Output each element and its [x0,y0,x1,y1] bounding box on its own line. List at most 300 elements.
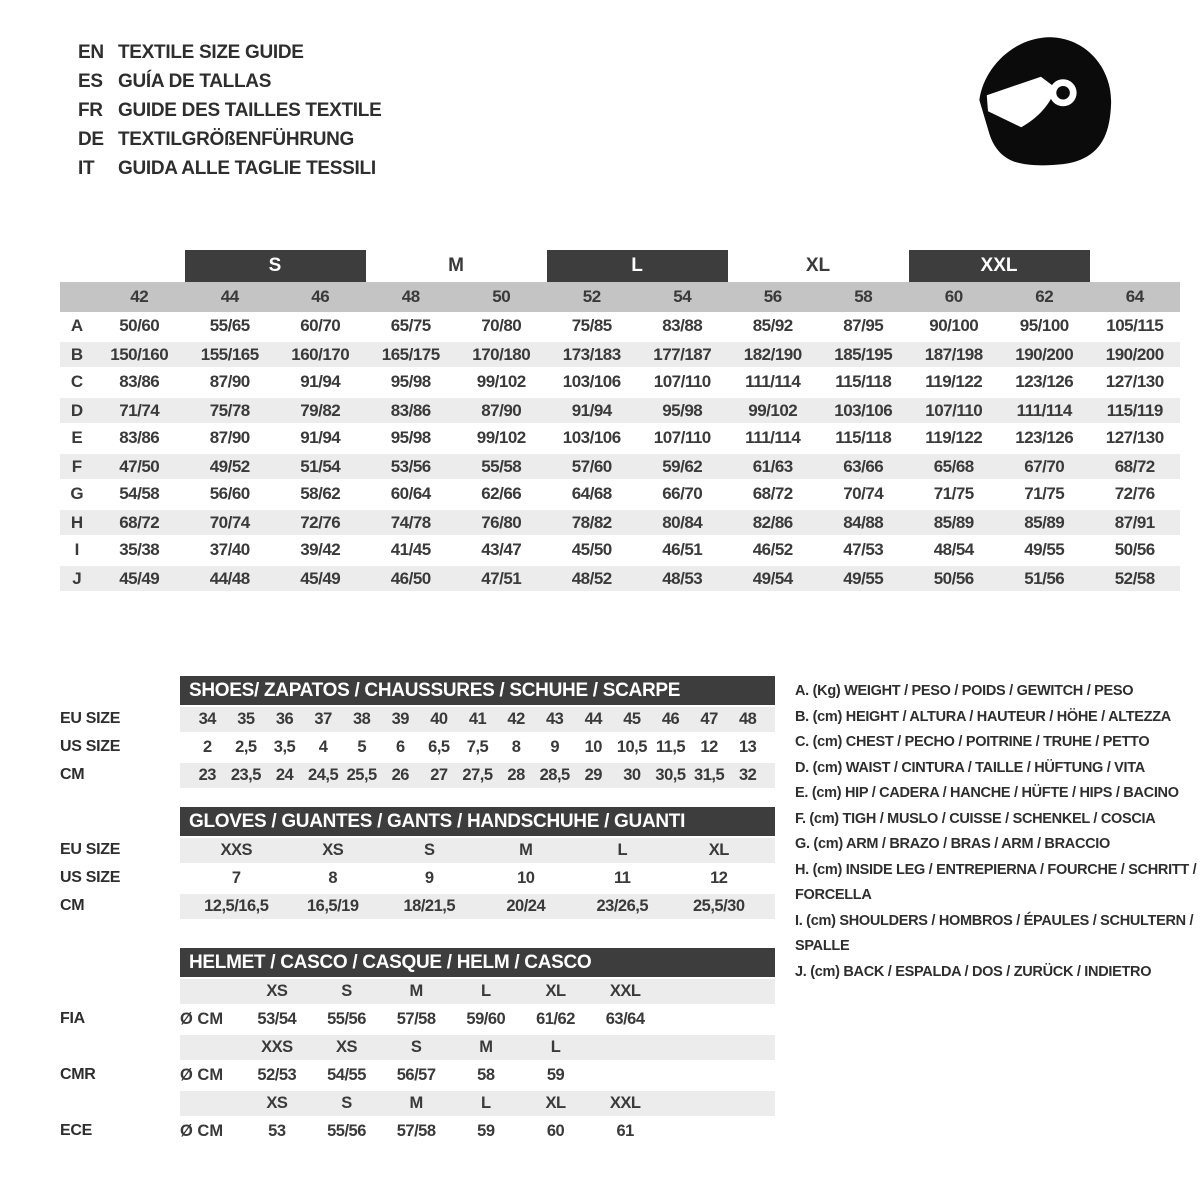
measurement-value: 119/122 [925,428,983,447]
measurement-value: 111/114 [745,372,801,391]
measurement-value: 53/56 [390,456,431,476]
language-code: IT [78,157,95,179]
textile-size-table [60,250,1180,592]
measurement-value: 47/53 [843,540,884,559]
table-row [60,424,1180,452]
helmet-size-label: XS [266,982,288,1000]
measurement-value: 70/74 [209,512,250,532]
shoes-value: 28 [507,766,525,784]
helmet-value: 54/55 [327,1065,366,1084]
numeric-size: 44 [220,287,239,306]
measurement-value: 37/40 [209,540,250,559]
helmet-size-label: M [479,1038,493,1056]
letter-column-spacer [60,282,94,312]
shoes-value: 32 [739,766,757,784]
shoes-value: 25,5 [346,766,377,784]
helmet-size-label: XXL [609,982,641,1000]
measurement-value: 44/48 [209,568,250,588]
helmet-size-label: S [341,1094,352,1112]
helmet-value: 61/62 [536,1009,575,1028]
measurement-value: 78/82 [571,512,612,532]
helmet-value: 59 [477,1121,495,1140]
table-row [60,536,1180,564]
gloves-value: 18/21,5 [403,897,456,915]
shoes-value: 37 [314,710,332,728]
measurement-value: 64/68 [571,484,612,503]
measurement-value: 71/75 [1024,484,1065,503]
row-letter: I [74,540,80,559]
language-row [78,154,381,183]
measurement-value: 56/60 [209,484,250,503]
helmet-row-label [60,1033,180,1061]
guide-title: GUIDE DES TAILLES TEXTILE [118,99,382,121]
shoes-value: 45 [623,710,641,728]
helmet-sizes [180,1089,775,1117]
measurement-value: 103/106 [834,400,893,420]
footwear-accessory-tables [60,676,775,1145]
gloves-value: 25,5/30 [692,897,745,915]
measurement-value: 67/70 [1024,456,1065,476]
numeric-size-band [60,282,1180,312]
size-group-xxl: XXL [909,250,1090,282]
measurement-value: 80/84 [662,512,703,532]
helmet-size-label: L [481,982,491,1000]
measurement-value: 87/90 [481,400,522,420]
shoes-value: 6,5 [428,737,450,756]
measurement-value: 84/88 [843,512,884,532]
measurement-value: 182/190 [743,344,802,364]
helmet-size-label: XS [335,1038,357,1056]
row-letter: G [70,484,84,503]
racing-helmet-icon [972,26,1132,194]
measurement-value: 76/80 [481,512,522,532]
helmet-value: 56/57 [396,1065,436,1084]
measurement-value: 170/180 [472,344,531,364]
gloves-value: 11 [614,868,631,887]
language-code: EN [78,41,104,63]
table-row [60,368,1180,396]
measurement-value: 75/85 [571,316,612,335]
size-group-l: L [547,250,728,282]
numeric-size: 60 [944,287,963,306]
shoes-value: 42 [507,710,525,728]
measurement-value: 123/126 [1015,372,1074,391]
measurement-value: 51/56 [1024,568,1065,588]
diameter-unit: Ø CM [180,1065,224,1084]
measurement-value: 60/70 [300,316,341,335]
measurement-value: 59/62 [662,456,703,476]
gloves-table [60,836,775,920]
helmet-size-label: XS [266,1094,288,1112]
helmet-value: 53/54 [257,1009,297,1028]
helmet-standard-name: CMR [60,1066,96,1083]
helmet-value: 52/53 [257,1065,297,1084]
shoes-value: 9 [550,737,560,756]
gloves-value: XS [322,841,344,859]
measurement-value: 99/102 [476,428,526,447]
shoes-value: 36 [275,710,294,728]
guide-title: GUIDA ALLE TAGLIE TESSILI [118,157,376,179]
measurement-value: 190/200 [1015,344,1074,364]
shoes-value: 10,5 [616,737,647,756]
measurement-value: 35/38 [119,540,160,559]
measurement-value: 95/100 [1019,316,1069,335]
helmet-values-row [60,1061,775,1089]
helmet-sizes [180,977,775,1005]
measurement-value: 39/42 [300,540,341,559]
shoes-value: 23,5 [230,766,261,784]
measurement-value: 54/58 [119,484,160,503]
gloves-values [180,892,775,920]
helmet-value: 59/60 [466,1009,506,1028]
helmet-section-header: HELMET / CASCO / CASQUE / HELM / CASCO [180,948,775,977]
shoes-value: 28,5 [539,766,570,784]
helmet-values [180,1005,775,1033]
row-letter: H [70,512,84,532]
measurement-value: 47/50 [119,456,160,476]
measurement-value: 185/195 [834,344,893,364]
measurement-value: 107/110 [653,428,711,447]
legend-item: F. (cm) TIGH / MUSLO / CUISSE / SCHENKEL / COSCIA [795,810,1156,827]
measurement-value: 45/50 [571,540,612,559]
shoes-value: 2,5 [235,737,257,756]
measurement-value: 74/78 [390,512,431,532]
measurement-value: 48/53 [662,568,703,588]
helmet-values-row [60,1117,775,1145]
measurement-value: 52/58 [1114,568,1155,588]
helmet-values-row [60,1005,775,1033]
helmet-table [60,977,775,1145]
measurement-value: 111/114 [745,428,801,447]
size-group-s: S [185,250,366,282]
helmet-size-label: XL [545,1094,566,1112]
gloves-value: XXS [220,841,253,859]
shoes-value: 46 [661,710,680,728]
shoes-value: 43 [546,710,564,728]
language-row [78,125,381,154]
helmet-value: 63/64 [605,1009,645,1028]
shoes-row-label: CM [60,766,85,783]
measurement-value: 83/88 [662,316,703,335]
legend-item: D. (cm) WAIST / CINTURA / TAILLE / HÜFTUNG / VITA [795,759,1145,776]
measurement-value: 82/86 [752,512,793,532]
gloves-value: XL [708,841,729,859]
measurement-value: 103/106 [562,372,621,391]
measurement-value: 41/45 [390,540,431,559]
measurement-value: 83/86 [119,428,160,447]
measurement-value: 87/91 [1114,512,1155,532]
gloves-value: M [519,841,533,859]
measurement-value: 127/130 [1105,372,1164,391]
measurement-value: 49/55 [1024,540,1065,559]
table-row [60,564,1180,592]
language-code: ES [78,70,103,92]
legend-item: H. (cm) INSIDE LEG / ENTREPIERNA / FOURCHE / SCHRITT / FORCELLA [795,861,1197,903]
shoes-value: 30,5 [655,766,686,784]
shoes-row [60,733,775,761]
gloves-row [60,836,775,864]
gloves-value: 20/24 [506,897,546,915]
gloves-row [60,864,775,892]
measurement-value: 83/86 [119,372,160,391]
measurement-value: 107/110 [925,400,983,420]
measurement-value: 95/98 [390,372,431,391]
size-group-header-row [60,250,1180,282]
shoes-value: 38 [353,710,371,728]
shoes-table [60,705,775,789]
helmet-standard-name: ECE [60,1122,92,1139]
measurement-value: 50/56 [1114,540,1155,559]
measurement-value: 190/200 [1105,344,1164,364]
helmet-values [180,1061,775,1089]
legend-item: I. (cm) SHOULDERS / HOMBROS / ÉPAULES / SCHULTERN / SPALLE [795,912,1194,954]
measurement-value: 48/52 [571,568,612,588]
shoes-row [60,761,775,789]
numeric-size: 58 [854,287,873,306]
language-row [78,38,381,67]
helmet-row-label [60,1089,180,1117]
measurement-value: 45/49 [119,568,160,588]
gloves-value: 8 [328,868,338,887]
row-letter: C [70,372,84,391]
measurement-value: 103/106 [562,428,621,447]
measurement-value: 91/94 [571,400,612,420]
helmet-row-label [60,977,180,1005]
size-group-m: M [448,255,464,276]
measurement-value: 71/75 [933,484,974,503]
legend-item: E. (cm) HIP / CADERA / HANCHE / HÜFTE / HIPS / BACINO [795,785,1179,801]
helmet-value: 57/58 [396,1009,436,1028]
helmet-size-label: M [409,982,423,1000]
measurement-value: 87/90 [209,428,250,447]
helmet-value: 55/56 [327,1121,366,1140]
measurement-value: 45/49 [300,568,341,588]
shoes-section-header: SHOES/ ZAPATOS / CHAUSSURES / SCHUHE / SCARPE [180,676,775,705]
gloves-value: 7 [231,868,241,887]
measurement-value: 70/74 [843,484,884,503]
gloves-value: 23/26,5 [596,897,649,915]
helmet-size-label: S [410,1038,422,1056]
measurement-legend [795,679,1200,985]
gloves-value: 9 [424,868,434,887]
gloves-values [180,836,775,864]
shoes-values [180,733,775,761]
numeric-size: 50 [492,287,511,306]
shoes-value: 24,5 [308,766,339,784]
numeric-size: 56 [763,287,782,306]
shoes-value: 39 [391,710,409,728]
shoes-value: 5 [357,737,367,756]
measurement-value: 50/56 [933,568,974,588]
numeric-size: 62 [1035,287,1054,306]
measurement-value: 58/62 [300,484,341,503]
measurement-value: 95/98 [662,400,703,420]
legend-item: B. (cm) HEIGHT / ALTURA / HAUTEUR / HÖHE / ALTEZZA [795,708,1171,725]
gloves-values [180,864,775,892]
row-letter: E [71,428,83,447]
measurement-value: 55/65 [209,316,250,335]
helmet-size-label: XXL [609,1094,641,1112]
measurement-value: 50/60 [119,316,160,335]
helmet-value: 60 [546,1121,565,1140]
helmet-value: 53 [268,1121,286,1140]
measurement-value: 107/110 [653,372,711,391]
measurement-value: 115/118 [835,372,892,391]
numeric-size: 54 [673,287,692,306]
measurement-value: 127/130 [1105,428,1164,447]
shoes-value: 7,5 [466,737,489,756]
measurement-value: 99/102 [748,400,798,420]
shoes-value: 27,5 [462,766,493,784]
measurement-value: 85/92 [752,316,793,335]
measurement-value: 60/64 [390,484,431,503]
shoes-value: 10 [584,737,602,756]
measurement-value: 72/76 [1114,484,1155,503]
numeric-size: 52 [582,287,601,306]
measurement-value: 115/119 [1106,400,1163,420]
helmet-sizes-row [60,1089,775,1117]
numeric-size: 46 [311,287,330,306]
measurement-value: 63/66 [843,456,884,476]
spacer [60,789,775,807]
measurement-value: 173/183 [562,344,621,364]
helmet-value: 61 [616,1121,634,1140]
measurement-value: 123/126 [1015,428,1074,447]
measurement-value: 68/72 [1114,456,1155,476]
shoes-row-label: US SIZE [60,738,121,755]
measurement-value: 71/74 [119,400,160,420]
measurement-value: 79/82 [300,400,341,420]
measurement-value: 48/54 [933,540,974,559]
language-code: FR [78,99,103,121]
measurement-value: 87/90 [209,372,250,391]
measurement-value: 46/51 [662,540,703,559]
shoes-value: 47 [700,710,718,728]
helmet-value: 55/56 [327,1009,366,1028]
unit-spacer [180,1035,242,1060]
measurement-value: 85/89 [1024,512,1065,532]
shoes-row-label: EU SIZE [60,710,121,727]
row-letter: D [70,400,84,420]
shoes-value: 44 [584,710,602,728]
shoes-value: 23 [198,766,216,784]
diameter-unit: Ø CM [180,1009,224,1028]
language-code: DE [78,128,104,150]
shoes-values [180,761,775,789]
measurement-value: 90/100 [929,316,979,335]
measurement-value: 105/115 [1106,316,1164,335]
measurement-value: 91/94 [300,428,341,447]
shoes-value: 41 [468,710,487,728]
measurement-value: 61/63 [752,456,793,476]
row-letter: A [70,316,84,335]
helmet-size-label: S [341,982,352,1000]
measurement-value: 66/70 [662,484,703,503]
measurement-value: 55/58 [481,456,522,476]
helmet-value: 57/58 [396,1121,436,1140]
measurement-value: 187/198 [924,344,983,364]
helmet-size-label: L [481,1094,491,1112]
helmet-value: 59 [546,1065,565,1084]
measurement-value: 51/54 [300,456,341,476]
measurement-value: 46/52 [752,540,793,559]
legend-item: C. (cm) CHEST / PECHO / POITRINE / TRUHE / PETTO [795,734,1150,750]
measurement-value: 155/165 [200,344,259,364]
gloves-value: S [423,841,435,859]
gloves-value: 12 [710,868,728,887]
shoes-value: 3,5 [273,737,296,756]
helmet-sizes [180,1033,775,1061]
shoes-value: 29 [584,766,602,784]
measurement-value: 150/160 [110,344,169,364]
gloves-row-label: US SIZE [60,869,121,886]
gloves-value: 16,5/19 [306,897,359,915]
row-letter: F [71,456,83,476]
measurement-value: 119/122 [925,372,983,391]
shoes-value: 6 [395,737,405,756]
table-row [60,508,1180,536]
gloves-row-label: CM [60,897,85,914]
measurement-value: 68/72 [119,512,160,532]
measurement-value: 87/95 [843,316,884,335]
gloves-row [60,892,775,920]
guide-title: TEXTILGRÖßENFÜHRUNG [118,128,355,150]
measurement-value: 165/175 [381,344,440,364]
helmet-standard-name: FIA [60,1010,85,1027]
legend-item: J. (cm) BACK / ESPALDA / DOS / ZURÜCK / INDIETRO [795,963,1152,980]
helmet-sizes-row [60,1033,775,1061]
row-letter: B [70,344,84,364]
shoes-value: 27 [430,766,448,784]
row-letter: J [72,568,82,588]
shoes-value: 2 [202,737,212,756]
language-row [78,96,381,125]
table-row [60,312,1180,340]
shoes-value: 26 [391,766,409,784]
shoes-value: 40 [430,710,448,728]
language-row [78,67,381,96]
unit-spacer [180,979,242,1004]
helmet-size-label: XXS [261,1038,293,1056]
measurement-value: 49/54 [752,568,793,588]
shoes-value: 35 [237,710,255,728]
shoes-value: 31,5 [694,766,725,784]
guide-title: TEXTILE SIZE GUIDE [118,41,304,63]
legend-item: A. (Kg) WEIGHT / PESO / POIDS / GEWITCH / PESO [795,683,1134,699]
gloves-value: 10 [517,868,535,887]
measurement-value: 43/47 [481,540,522,559]
helmet-value: 58 [477,1065,495,1084]
helmet-size-label: XL [545,982,566,1000]
gloves-value: L [617,841,628,859]
measurement-value: 65/75 [390,316,431,335]
shoes-values [180,705,775,733]
diameter-unit: Ø CM [180,1121,224,1140]
helmet-values [180,1117,775,1145]
unit-spacer [180,1091,242,1116]
measurement-rows [60,312,1180,592]
table-row [60,340,1180,368]
helmet-value [590,1061,660,1089]
measurement-value: 115/118 [835,428,892,447]
measurement-value: 62/66 [481,484,522,503]
measurement-value: 111/114 [1016,400,1072,420]
shoes-value: 24 [275,766,294,784]
gloves-value: 12,5/16,5 [204,897,269,915]
language-list [78,38,381,183]
measurement-value: 68/72 [752,484,793,503]
gloves-row-label: EU SIZE [60,841,121,858]
